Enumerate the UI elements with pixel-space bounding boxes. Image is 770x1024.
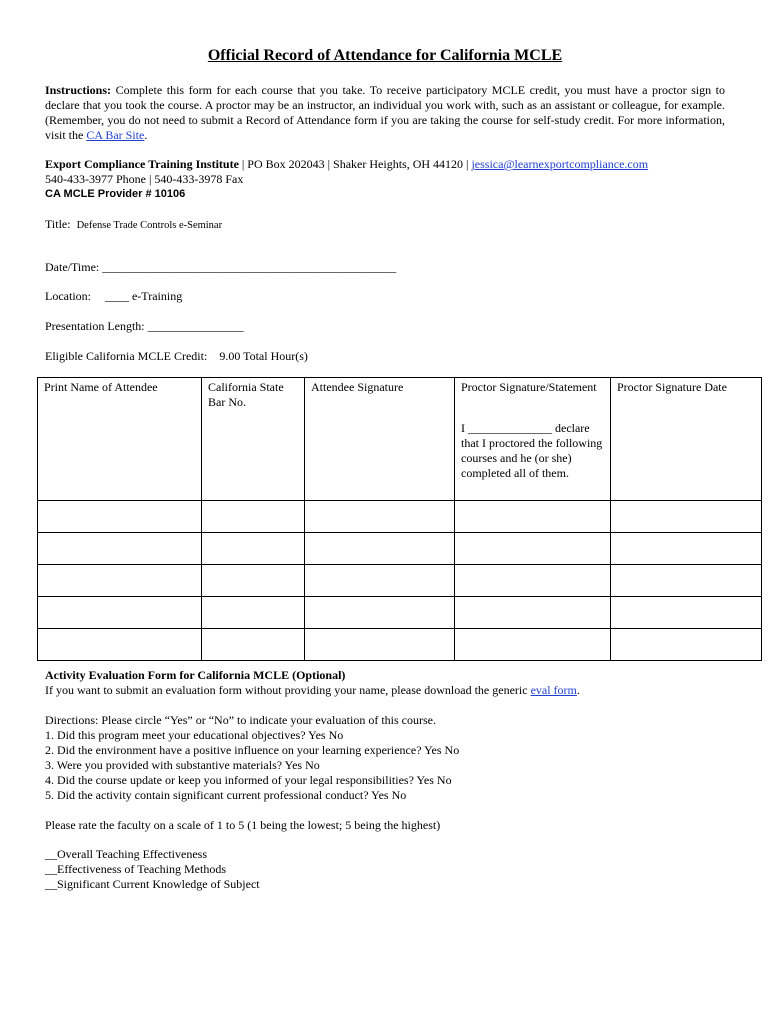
cell-proctor-statement[interactable] [455, 565, 611, 597]
cell-bar-number[interactable] [202, 501, 305, 533]
table-row[interactable] [38, 597, 762, 629]
question-item[interactable]: 1. Did this program meet your educational objectives? Yes No [45, 728, 344, 742]
page-title: Official Record of Attendance for California MCLE [207, 47, 563, 64]
cell-attendee-name[interactable] [38, 501, 202, 533]
question-item[interactable]: 5. Did the activity contain significant current professional conduct? Yes No [45, 788, 407, 802]
evaluation-questions [45, 713, 725, 803]
credit-field [45, 349, 725, 364]
evaluation-intro [45, 683, 725, 698]
rating-instructions: Please rate the faculty on a scale of 1 to 5 (1 being the lowest; 5 being the highest) [45, 818, 441, 832]
cell-bar-number[interactable] [202, 629, 305, 661]
cell-attendee-signature[interactable] [305, 597, 455, 629]
table-row[interactable] [38, 533, 762, 565]
instructions-paragraph [45, 83, 725, 143]
cell-proctor-statement[interactable] [455, 597, 611, 629]
provider-number: CA MCLE Provider # 10106 [45, 188, 186, 200]
cell-proctor-statement[interactable] [455, 501, 611, 533]
header-attendee-signature: Attendee Signature [305, 378, 455, 501]
organization-block [45, 157, 725, 202]
header-proctor-date: Proctor Signature Date [611, 378, 762, 501]
title-label: Title: [45, 217, 71, 231]
cell-proctor-statement[interactable] [455, 533, 611, 565]
cell-proctor-date[interactable] [611, 565, 762, 597]
evaluation-section [45, 668, 725, 698]
location-label: Location: [45, 289, 91, 303]
rating-item[interactable]: __Effectiveness of Teaching Methods [45, 862, 227, 876]
header-proctor-label: Proctor Signature/Statement [461, 380, 597, 394]
table-row[interactable] [38, 501, 762, 533]
table-row[interactable] [38, 629, 762, 661]
organization-line [45, 157, 725, 172]
organization-address: | PO Box 202043 | Shaker Heights, OH 44120 | [238, 157, 472, 171]
rating-item[interactable]: __Overall Teaching Effectiveness [45, 847, 207, 861]
cell-attendee-signature[interactable] [305, 501, 455, 533]
evaluation-intro-text: If you want to submit an evaluation form without providing your name, please download the generic [45, 683, 528, 697]
cell-attendee-signature[interactable] [305, 629, 455, 661]
cell-attendee-signature[interactable] [305, 565, 455, 597]
attendance-table [37, 377, 762, 661]
title-value: Defense Trade Controls e-Seminar [76, 220, 223, 231]
eval-form-link[interactable]: eval form [530, 683, 577, 697]
cell-attendee-name[interactable] [38, 565, 202, 597]
cell-attendee-name[interactable] [38, 597, 202, 629]
question-item[interactable]: 2. Did the environment have a positive influence on your learning experience? Yes No [45, 743, 460, 757]
cell-proctor-date[interactable] [611, 533, 762, 565]
evaluation-heading: Activity Evaluation Form for California MCLE (Optional) [45, 668, 346, 682]
table-row[interactable] [38, 565, 762, 597]
rating-list [45, 847, 725, 892]
organization-name: Export Compliance Training Institute [45, 157, 239, 171]
header-proctor-statement [455, 378, 611, 501]
cell-bar-number[interactable] [202, 533, 305, 565]
instructions-end: . [144, 128, 148, 142]
header-attendee-name: Print Name of Attendee [38, 378, 202, 501]
instructions-label: Instructions: [45, 83, 112, 97]
cell-proctor-date[interactable] [611, 597, 762, 629]
evaluation-directions: Directions: Please circle “Yes” or “No” to indicate your evaluation of this course. [45, 713, 436, 727]
presentation-length-field[interactable]: Presentation Length: ________________ [45, 319, 244, 333]
location-field[interactable] [45, 289, 725, 304]
cell-proctor-statement[interactable] [455, 629, 611, 661]
instructions-text: Complete this form for each course that you take. To receive participatory MCLE credit, you must have a proctor sign to declare that you took the course. A proctor may be an instructor, an individual you work with, such as an assistant or colleague, for example. (Remember, you do not need to submit a Record of Attendance form if you are taking the course for self-study credit. For more information, visit the [45, 83, 726, 142]
cell-attendee-name[interactable] [38, 629, 202, 661]
cell-proctor-date[interactable] [611, 501, 762, 533]
cell-bar-number[interactable] [202, 565, 305, 597]
cell-attendee-signature[interactable] [305, 533, 455, 565]
credit-value: 9.00 Total Hour(s) [219, 349, 308, 363]
location-value: ____ e-Training [104, 289, 183, 303]
credit-label: Eligible California MCLE Credit: [45, 349, 208, 363]
date-time-field[interactable]: Date/Time: _________________________________________________ [45, 260, 397, 274]
evaluation-intro-end: . [576, 683, 580, 697]
cell-proctor-date[interactable] [611, 629, 762, 661]
proctor-declaration: I ______________ declare that I proctored the following courses and he (or she) completed all of them. [461, 421, 603, 480]
header-bar-number: California State Bar No. [202, 378, 305, 501]
cell-bar-number[interactable] [202, 597, 305, 629]
title-field [45, 217, 725, 233]
cell-attendee-name[interactable] [38, 533, 202, 565]
question-item[interactable]: 3. Were you provided with substantive materials? Yes No [45, 758, 320, 772]
phone-fax: 540-433-3977 Phone | 540-433-3978 Fax [45, 172, 244, 186]
ca-bar-site-link[interactable]: CA Bar Site [86, 128, 145, 142]
question-item[interactable]: 4. Did the course update or keep you informed of your legal responsibilities? Yes No [45, 773, 452, 787]
table-header-row [38, 378, 762, 501]
email-link[interactable]: jessica@learnexportcompliance.com [471, 157, 649, 171]
rating-item[interactable]: __Significant Current Knowledge of Subject [45, 877, 260, 891]
